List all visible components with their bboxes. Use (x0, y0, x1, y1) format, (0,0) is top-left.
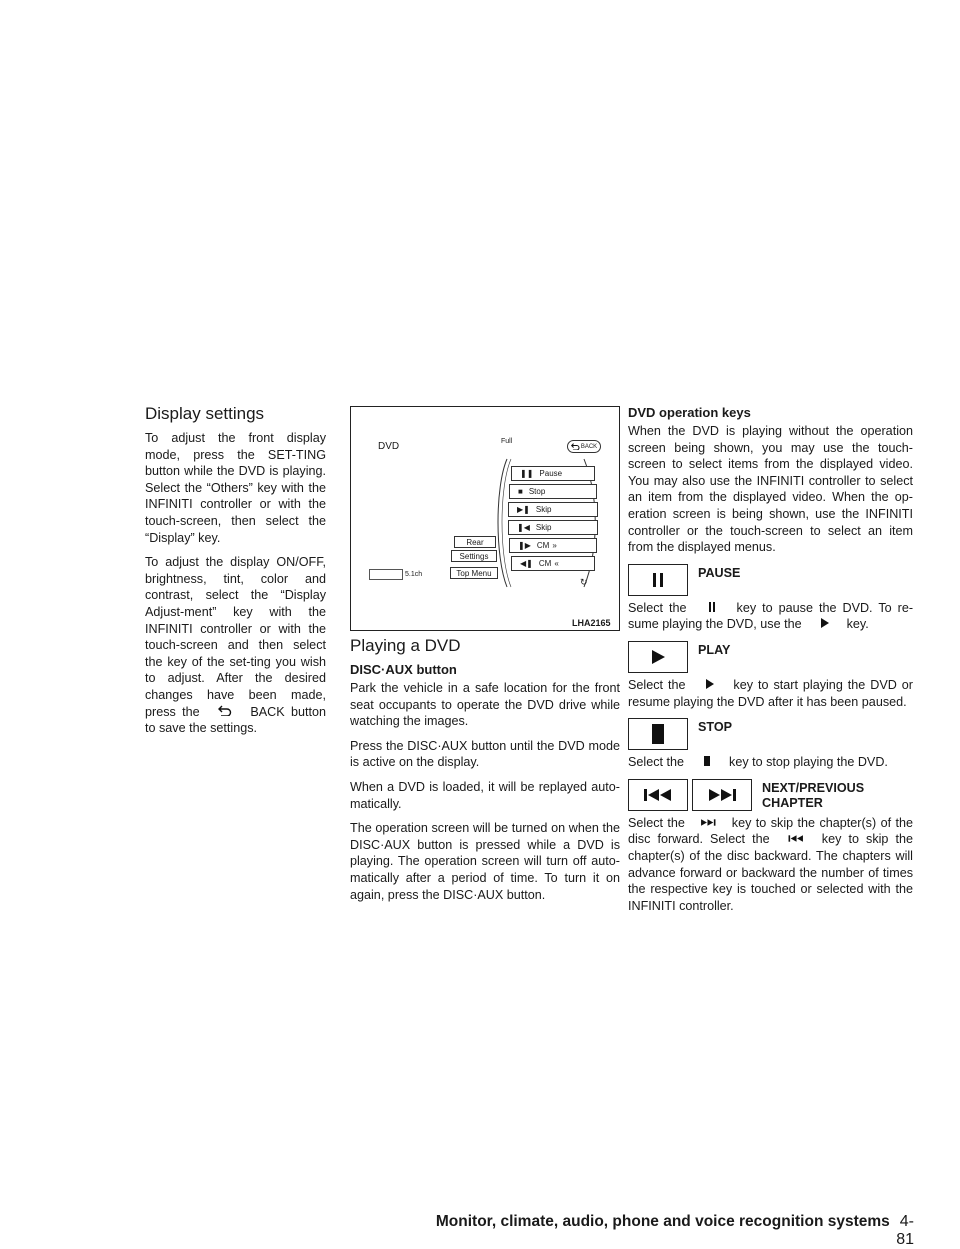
top-menu-button[interactable]: Top Menu (450, 567, 498, 579)
key-stop[interactable]: ■ Stop (509, 484, 597, 499)
back-button[interactable]: BACK (567, 440, 601, 453)
footer-title: Monitor, climate, audio, phone and voice recognition systems (435, 1213, 890, 1230)
key-skip-back[interactable]: ❚◀ Skip (508, 520, 598, 535)
play-icon (628, 641, 688, 673)
back-arrow-icon (206, 704, 244, 721)
playing-para4: The operation screen will be turned on when the DISC·AUX button is pressed while a DVD is playing. The operation screen will turn off auto-matically after a period of time. To turn it on again, press the DISC·AUX button. (350, 821, 620, 902)
stop-label: STOP (698, 720, 733, 735)
operation-keys-section (628, 405, 913, 922)
pause-icon (693, 600, 731, 617)
playing-heading: Playing a DVD (350, 636, 461, 655)
rear-button[interactable]: Rear (454, 536, 496, 548)
playing-para3: When a DVD is loaded, it will be replayed auto-matically. (350, 779, 620, 811)
operation-subheading: DVD operation keys (628, 405, 751, 420)
key-pause[interactable]: ❚❚ Pause (511, 466, 595, 481)
stop-icon (628, 718, 688, 750)
play-icon (690, 677, 728, 694)
next-chapter-icon (692, 779, 752, 811)
pause-key-row (628, 564, 913, 596)
audio-format: 5.1ch (405, 571, 423, 578)
pause-label: PAUSE (698, 565, 741, 580)
page-footer (422, 1213, 914, 1249)
play-key-row (628, 641, 913, 673)
display-settings-section (145, 404, 326, 745)
playing-para2: Press the DISC·AUX button until the DVD mode is active on the display. (350, 738, 620, 770)
chapter-desc: Select the key to skip the chapter(s) of the disc forward. Select the key to skip the chapter(s) of the disc backward. The chapters will advance forward or backward the number of times the respective key is touched or selected with the INFINITI controller. (628, 815, 913, 913)
key-cm-back[interactable]: ◀❚ CM « (511, 556, 595, 571)
screen-title: DVD (378, 441, 400, 452)
previous-chapter-icon (628, 779, 688, 811)
dvd-screen-figure (350, 406, 620, 631)
play-icon (805, 616, 843, 633)
dolby-digital-logo (369, 569, 403, 580)
playing-dvd-section (350, 636, 620, 911)
back-arrow-icon (571, 443, 580, 450)
page-number: 4-81 (896, 1213, 914, 1248)
stop-icon (688, 754, 726, 771)
play-desc: Select the key to start playing the DVD or resume playing the DVD after it has been paused. (628, 677, 914, 709)
refresh-icon: ↻ (580, 577, 588, 587)
operation-intro: When the DVD is playing without the operation screen being shown, you may use the touch-screen to select items from the displayed video. You may also use the INFINITI controller to select an item from the displayed video. When the op-eration screen is being shown, use the INFINITI controller or the touch-screen to select an item from the displayed menus. (628, 424, 913, 555)
previous-chapter-icon (777, 831, 815, 848)
pause-icon (628, 564, 688, 596)
display-settings-para2: To adjust the display ON/OFF, brightness, tint, color and contrast, select the “Display Adjust-ment” key with the INFINITI controller or with the touch-screen and then select the key of the set-ting you wish to adjust. After the desired changes have been made, press the BACK button to save the settings. (145, 555, 326, 736)
disc-aux-subheading: DISC·AUX button (350, 662, 457, 677)
display-settings-para1: To adjust the front display mode, press the SET-TING button while the DVD is playing. Select the “Others” key with the INFINITI controller or with the touch-screen, then select the “Display” key. (145, 431, 326, 545)
chapter-label: NEXT/PREVIOUS CHAPTER (762, 780, 865, 810)
screen-mode: Full (501, 438, 513, 445)
stop-key-row (628, 718, 913, 750)
stop-desc: Select the key to stop playing the DVD. (628, 755, 888, 770)
settings-button[interactable]: Settings (451, 550, 497, 562)
next-chapter-icon (689, 815, 727, 832)
chapter-key-row (628, 779, 913, 811)
playing-para1: Park the vehicle in a safe location for the front seat occupants to operate the DVD drive while watching the images. (350, 681, 620, 729)
play-label: PLAY (698, 642, 731, 657)
figure-code: LHA2165 (572, 618, 611, 628)
key-cm-forward[interactable]: ❚▶ CM » (509, 538, 597, 553)
display-settings-heading: Display settings (145, 404, 265, 423)
key-skip-forward[interactable]: ▶❚ Skip (508, 502, 598, 517)
pause-desc: Select the key to pause the DVD. To re-sume playing the DVD, use the key. (628, 600, 914, 632)
